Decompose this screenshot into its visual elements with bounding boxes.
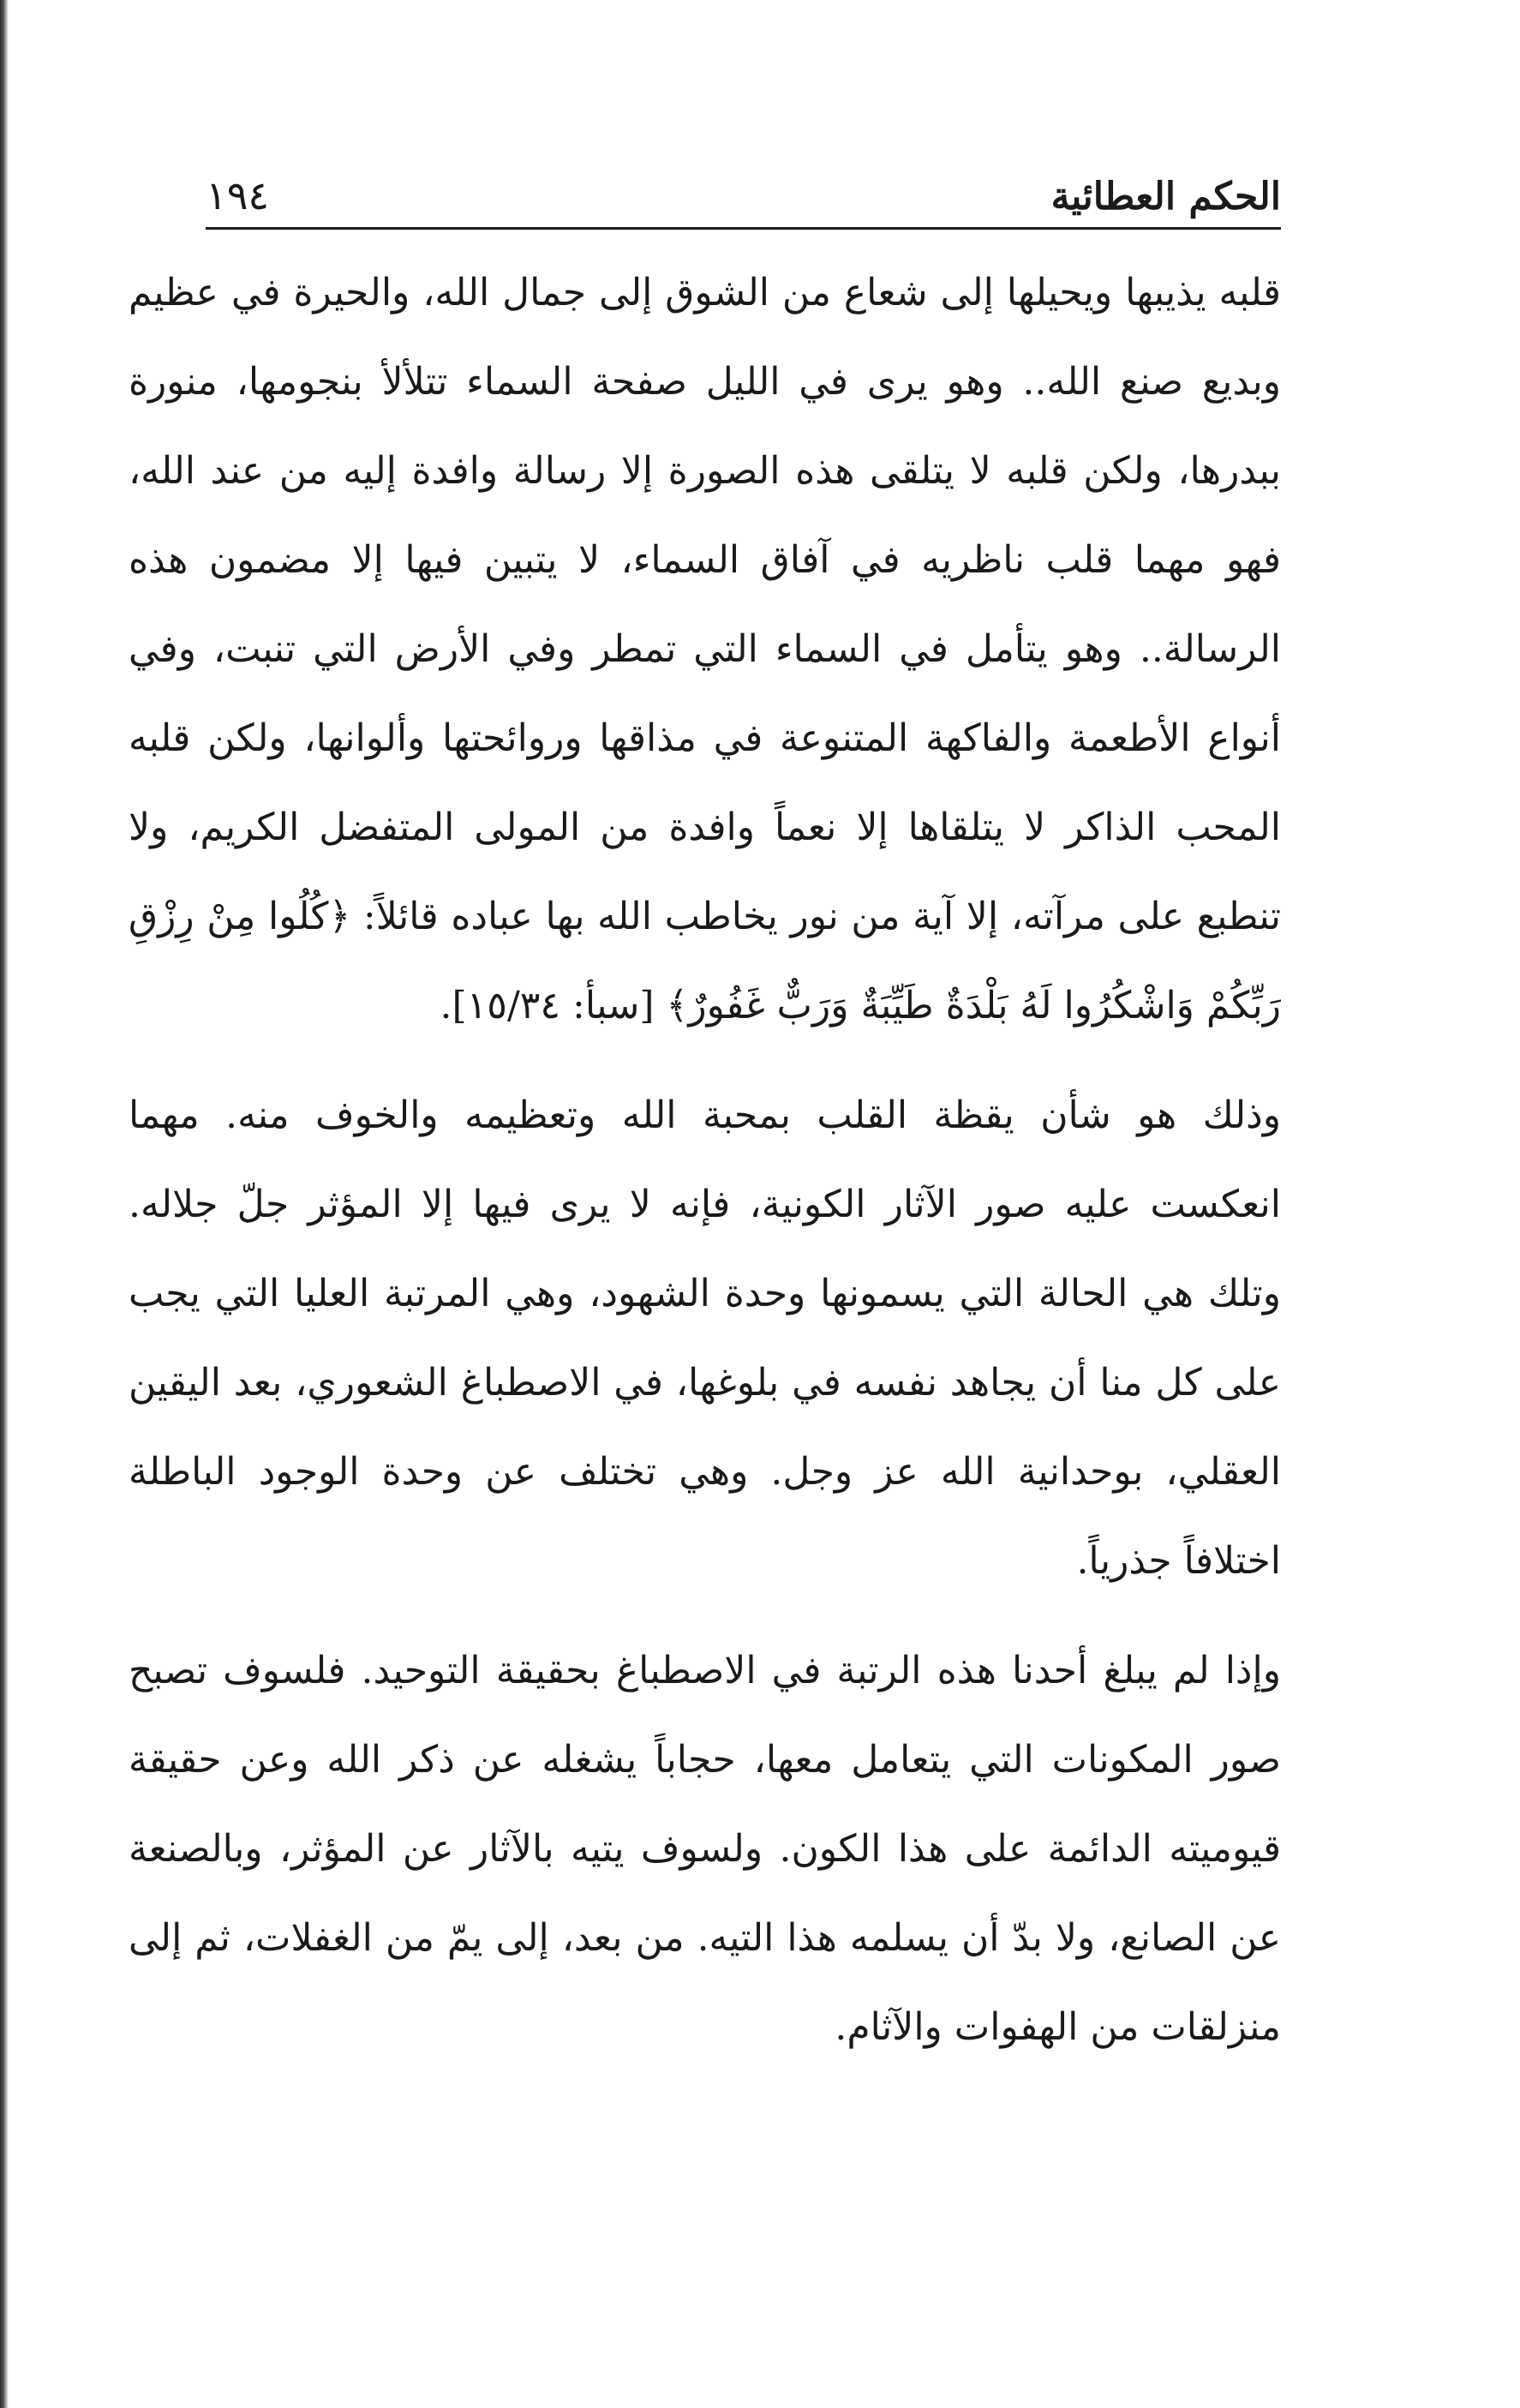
page-number: ١٩٤ — [206, 172, 270, 219]
running-header — [206, 159, 1281, 219]
paragraph-3: وإذا لم يبلغ أحدنا هذه الرتبة في الاصطباغ بحقيقة التوحيد. فلسوف تصبح صور المكونات التي يتعامل معها، حجاباً يشغله عن ذكر الله وعن حقيقة قيوميته الدائمة على هذا الكون. ولسوف يتيه بالآثار عن المؤثر، وبالصنعة عن الصانع، ولا بدّ أن يسلمه هذا التيه. من بعد، إلى يمّ من الغفلات، ثم إلى منزلقات من الهفوات والآثام. — [129, 1649, 1281, 2049]
paragraph-2: وذلك هو شأن يقظة القلب بمحبة الله وتعظيمه والخوف منه. مهما انعكست عليه صور الآثار الكونية، فإنه لا يرى فيها إلا المؤثر جلّ جلاله. وتلك هي الحالة التي يسمونها وحدة الشهود، وهي المرتبة العليا التي يجب على كل منا أن يجاهد نفسه في بلوغها، في الاصطباغ الشعوري، بعد اليقين العقلي، بوحدانية الله عز وجل. وهي تختلف عن وحدة الوجود الباطلة اختلافاً جذرياً. — [129, 1093, 1281, 1583]
header-divider — [206, 227, 1281, 230]
running-title: الحكم العطائية — [1050, 175, 1281, 219]
paragraph-1: قلبه يذيبها ويحيلها إلى شعاع من الشوق إلى جمال الله، والحيرة في عظيم وبديع صنع الله.. وهو يرى في الليل صفحة السماء تتلألأ بنجومها، منورة ببدرها، ولكن قلبه لا يتلقى هذه الصورة إلا رسالة وافدة إليه من عند الله، فهو مهما قلب ناظريه في آفاق السماء، لا يتبين فيها إلا مضمون هذه الرسالة.. وهو يتأمل في السماء التي تمطر وفي الأرض التي تنبت، وفي أنواع الأطعمة والفاكهة المتنوعة في مذاقها وروائحتها وألوانها، ولكن قلبه المحب الذاكر لا يتلقاها إلا نعماً وافدة من المولى المتفضل الكريم، ولا تنطبع على مرآته، إلا آية من نور يخاطب الله بها عباده قائلاً: ﴿كُلُوا مِنْ رِزْقِ رَبِّكُمْ وَاشْكُرُوا لَهُ بَلْدَةٌ طَيِّبَةٌ وَرَبٌّ غَفُورٌ﴾ [سبأ: ١٥/٣٤]. — [129, 271, 1281, 1027]
body-text — [129, 249, 1281, 2219]
